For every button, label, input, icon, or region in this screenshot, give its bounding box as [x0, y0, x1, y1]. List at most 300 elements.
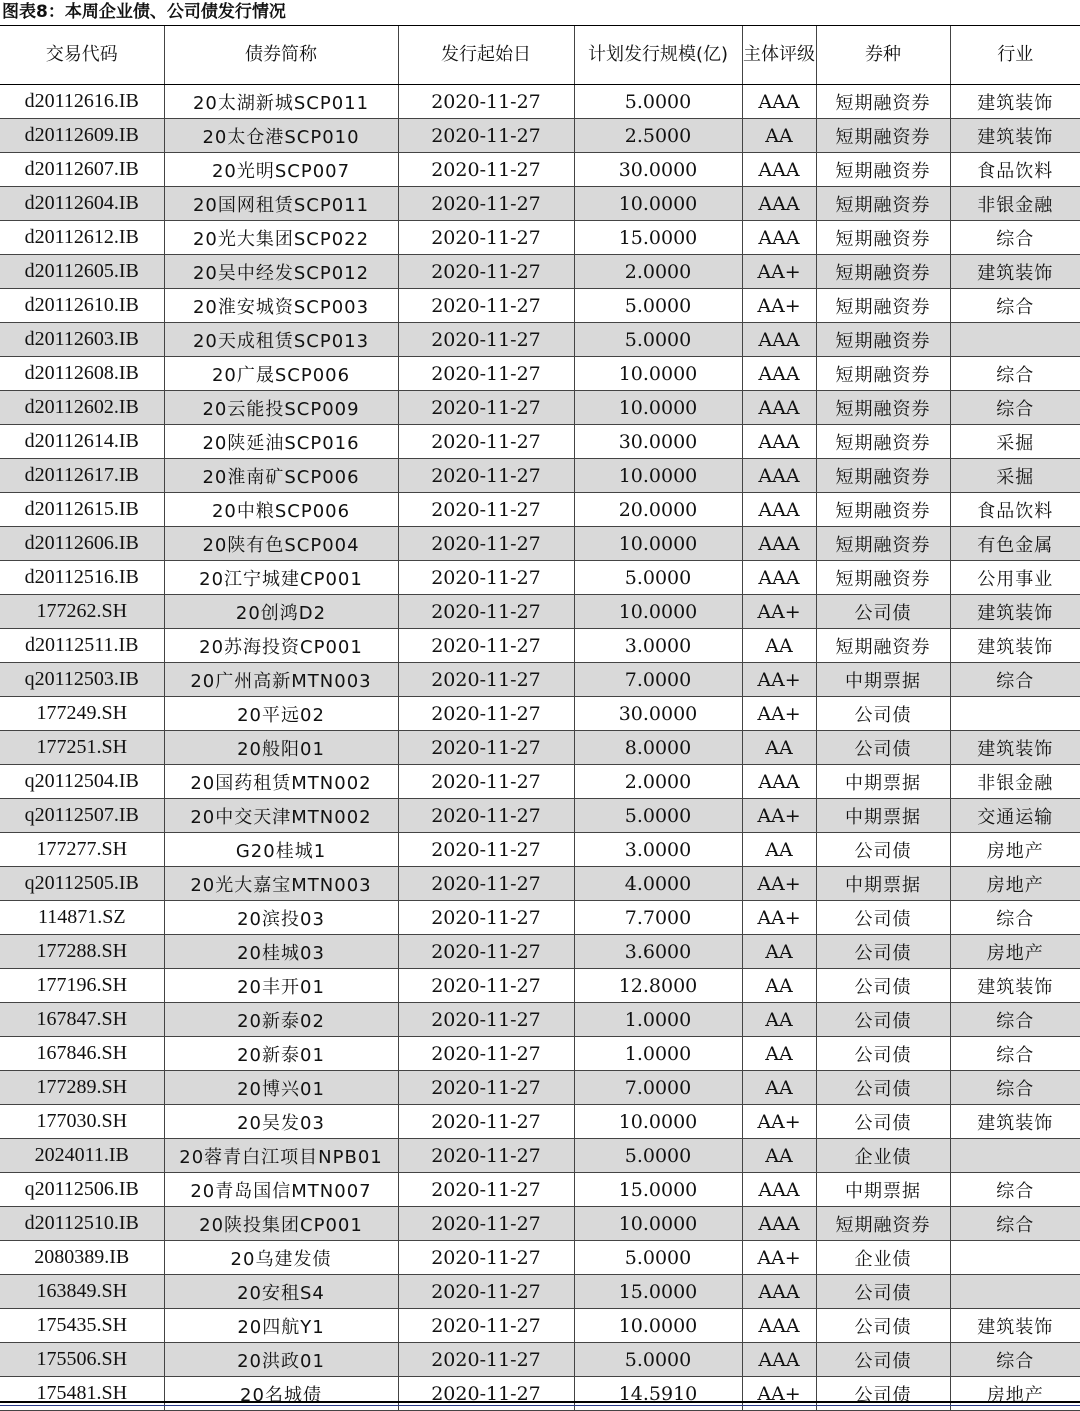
cell-name: 20洪政01 — [164, 1343, 398, 1377]
cell-code: q20112505.IB — [0, 867, 164, 901]
cell-rating: AAA — [742, 221, 816, 255]
cell-type: 公司债 — [816, 901, 950, 935]
cell-rating: AAA — [742, 323, 816, 357]
table-row — [0, 1309, 1080, 1343]
table-row — [0, 629, 1080, 663]
cell-date: 2020-11-27 — [398, 969, 574, 1003]
cell-industry: 食品饮料 — [950, 153, 1080, 187]
cell-name: 20江宁城建CP001 — [164, 561, 398, 595]
cell-industry: 综合 — [950, 1037, 1080, 1071]
cell-industry: 综合 — [950, 1003, 1080, 1037]
header-size: 计划发行规模(亿) — [574, 26, 742, 85]
cell-type: 公司债 — [816, 1275, 950, 1309]
cell-industry: 房地产 — [950, 833, 1080, 867]
table-row — [0, 1343, 1080, 1377]
table-row — [0, 1105, 1080, 1139]
cell-industry — [950, 1139, 1080, 1173]
cell-industry: 房地产 — [950, 935, 1080, 969]
cell-rating: AA+ — [742, 799, 816, 833]
cell-date: 2020-11-27 — [398, 867, 574, 901]
cell-date: 2020-11-27 — [398, 153, 574, 187]
cell-name: 20桂城03 — [164, 935, 398, 969]
cell-size: 2.0000 — [574, 765, 742, 799]
cell-code: 175506.SH — [0, 1343, 164, 1377]
cell-code: 167847.SH — [0, 1003, 164, 1037]
cell-industry: 综合 — [950, 391, 1080, 425]
cell-name: 20平远02 — [164, 697, 398, 731]
cell-size: 3.0000 — [574, 629, 742, 663]
cell-rating: AAA — [742, 425, 816, 459]
cell-name: 20般阳01 — [164, 731, 398, 765]
cell-industry: 综合 — [950, 663, 1080, 697]
cell-size: 1.0000 — [574, 1037, 742, 1071]
cell-name: 20光大嘉宝MTN003 — [164, 867, 398, 901]
table-row — [0, 833, 1080, 867]
cell-size: 5.0000 — [574, 323, 742, 357]
table-row — [0, 867, 1080, 901]
cell-name: 20新泰01 — [164, 1037, 398, 1071]
cell-industry: 综合 — [950, 357, 1080, 391]
cell-date: 2020-11-27 — [398, 765, 574, 799]
table-row — [0, 697, 1080, 731]
cell-industry: 非银金融 — [950, 765, 1080, 799]
table-row — [0, 527, 1080, 561]
cell-rating: AA — [742, 1071, 816, 1105]
cell-code: d20112609.IB — [0, 119, 164, 153]
cell-size: 10.0000 — [574, 1207, 742, 1241]
cell-rating: AA — [742, 1139, 816, 1173]
cell-type: 短期融资券 — [816, 493, 950, 527]
table-row — [0, 119, 1080, 153]
cell-type: 公司债 — [816, 1003, 950, 1037]
cell-type: 短期融资券 — [816, 323, 950, 357]
cell-rating: AAA — [742, 493, 816, 527]
cell-type: 短期融资券 — [816, 527, 950, 561]
cell-rating: AA — [742, 833, 816, 867]
cell-code: d20112603.IB — [0, 323, 164, 357]
header-row — [0, 26, 1080, 85]
cell-date: 2020-11-27 — [398, 1003, 574, 1037]
cell-date: 2020-11-27 — [398, 595, 574, 629]
cell-date: 2020-11-27 — [398, 1309, 574, 1343]
cell-rating: AA+ — [742, 1105, 816, 1139]
table-row — [0, 187, 1080, 221]
cell-name: 20蓉青白江项目NPB01 — [164, 1139, 398, 1173]
cell-size: 5.0000 — [574, 85, 742, 119]
cell-date: 2020-11-27 — [398, 323, 574, 357]
cell-name: 20名城债 — [164, 1377, 398, 1411]
cell-industry: 建筑装饰 — [950, 119, 1080, 153]
cell-size: 5.0000 — [574, 799, 742, 833]
cell-size: 1.0000 — [574, 1003, 742, 1037]
cell-date: 2020-11-27 — [398, 731, 574, 765]
cell-rating: AAA — [742, 1207, 816, 1241]
table-row — [0, 799, 1080, 833]
cell-rating: AA+ — [742, 255, 816, 289]
cell-size: 10.0000 — [574, 357, 742, 391]
cell-industry: 采掘 — [950, 459, 1080, 493]
cell-rating: AAA — [742, 1173, 816, 1207]
bond-issuance-table — [0, 26, 1080, 1411]
cell-date: 2020-11-27 — [398, 1173, 574, 1207]
table-row — [0, 1037, 1080, 1071]
cell-rating: AA+ — [742, 1241, 816, 1275]
cell-size: 10.0000 — [574, 595, 742, 629]
cell-rating: AA — [742, 629, 816, 663]
cell-rating: AA+ — [742, 697, 816, 731]
bottom-rule — [0, 1401, 1080, 1403]
table-row — [0, 935, 1080, 969]
cell-code: d20112510.IB — [0, 1207, 164, 1241]
header-rating: 主体评级 — [742, 26, 816, 85]
cell-code: 163849.SH — [0, 1275, 164, 1309]
cell-date: 2020-11-27 — [398, 901, 574, 935]
cell-size: 15.0000 — [574, 1173, 742, 1207]
cell-industry: 综合 — [950, 1207, 1080, 1241]
cell-rating: AA — [742, 969, 816, 1003]
table-row — [0, 85, 1080, 119]
cell-code: 177262.SH — [0, 595, 164, 629]
cell-rating: AA — [742, 731, 816, 765]
cell-size: 12.8000 — [574, 969, 742, 1003]
cell-size: 30.0000 — [574, 425, 742, 459]
table-row — [0, 459, 1080, 493]
cell-type: 短期融资券 — [816, 561, 950, 595]
cell-name: 20太湖新城SCP011 — [164, 85, 398, 119]
cell-code: d20112516.IB — [0, 561, 164, 595]
cell-industry: 交通运输 — [950, 799, 1080, 833]
table-row — [0, 663, 1080, 697]
cell-date: 2020-11-27 — [398, 425, 574, 459]
cell-size: 10.0000 — [574, 1309, 742, 1343]
cell-name: G20桂城1 — [164, 833, 398, 867]
cell-date: 2020-11-27 — [398, 1207, 574, 1241]
cell-type: 公司债 — [816, 1037, 950, 1071]
cell-type: 短期融资券 — [816, 289, 950, 323]
cell-type: 中期票据 — [816, 867, 950, 901]
cell-code: d20112608.IB — [0, 357, 164, 391]
cell-code: 177249.SH — [0, 697, 164, 731]
cell-rating: AAA — [742, 153, 816, 187]
cell-rating: AAA — [742, 527, 816, 561]
table-row — [0, 255, 1080, 289]
table-row — [0, 1173, 1080, 1207]
cell-rating: AAA — [742, 357, 816, 391]
cell-type: 短期融资券 — [816, 85, 950, 119]
cell-type: 公司债 — [816, 697, 950, 731]
cell-code: 175481.SH — [0, 1377, 164, 1411]
cell-date: 2020-11-27 — [398, 357, 574, 391]
cell-industry: 建筑装饰 — [950, 1309, 1080, 1343]
cell-size: 5.0000 — [574, 1343, 742, 1377]
cell-rating: AAA — [742, 1275, 816, 1309]
cell-name: 20广晟SCP006 — [164, 357, 398, 391]
cell-size: 30.0000 — [574, 153, 742, 187]
cell-type: 企业债 — [816, 1139, 950, 1173]
cell-size: 10.0000 — [574, 391, 742, 425]
table-row — [0, 1003, 1080, 1037]
cell-industry: 建筑装饰 — [950, 731, 1080, 765]
cell-type: 公司债 — [816, 1309, 950, 1343]
cell-size: 20.0000 — [574, 493, 742, 527]
cell-name: 20淮南矿SCP006 — [164, 459, 398, 493]
cell-industry: 综合 — [950, 901, 1080, 935]
cell-size: 7.0000 — [574, 663, 742, 697]
cell-type: 短期融资券 — [816, 255, 950, 289]
cell-date: 2020-11-27 — [398, 187, 574, 221]
cell-name: 20吴发03 — [164, 1105, 398, 1139]
cell-size: 2.5000 — [574, 119, 742, 153]
table-row — [0, 221, 1080, 255]
cell-type: 中期票据 — [816, 799, 950, 833]
cell-size: 5.0000 — [574, 1139, 742, 1173]
cell-size: 30.0000 — [574, 697, 742, 731]
table-row — [0, 1275, 1080, 1309]
cell-name: 20国药租赁MTN002 — [164, 765, 398, 799]
cell-size: 3.6000 — [574, 935, 742, 969]
cell-date: 2020-11-27 — [398, 289, 574, 323]
cell-type: 短期融资券 — [816, 221, 950, 255]
cell-code: 167846.SH — [0, 1037, 164, 1071]
cell-type: 短期融资券 — [816, 1207, 950, 1241]
cell-type: 中期票据 — [816, 765, 950, 799]
cell-date: 2020-11-27 — [398, 629, 574, 663]
cell-rating: AA — [742, 935, 816, 969]
cell-rating: AA — [742, 119, 816, 153]
cell-rating: AA — [742, 1003, 816, 1037]
cell-industry: 建筑装饰 — [950, 1105, 1080, 1139]
cell-type: 短期融资券 — [816, 391, 950, 425]
cell-size: 8.0000 — [574, 731, 742, 765]
cell-date: 2020-11-27 — [398, 663, 574, 697]
cell-date: 2020-11-27 — [398, 1037, 574, 1071]
cell-code: 175435.SH — [0, 1309, 164, 1343]
cell-rating: AA — [742, 1037, 816, 1071]
table-row — [0, 595, 1080, 629]
cell-size: 15.0000 — [574, 1275, 742, 1309]
cell-date: 2020-11-27 — [398, 1343, 574, 1377]
cell-industry: 综合 — [950, 1343, 1080, 1377]
cell-industry: 建筑装饰 — [950, 255, 1080, 289]
cell-name: 20国网租赁SCP011 — [164, 187, 398, 221]
cell-type: 公司债 — [816, 833, 950, 867]
cell-name: 20中粮SCP006 — [164, 493, 398, 527]
cell-name: 20光大集团SCP022 — [164, 221, 398, 255]
cell-date: 2020-11-27 — [398, 85, 574, 119]
cell-code: 177289.SH — [0, 1071, 164, 1105]
cell-rating: AAA — [742, 561, 816, 595]
cell-date: 2020-11-27 — [398, 935, 574, 969]
table-row — [0, 357, 1080, 391]
cell-date: 2020-11-27 — [398, 459, 574, 493]
cell-name: 20四航Y1 — [164, 1309, 398, 1343]
cell-industry: 食品饮料 — [950, 493, 1080, 527]
cell-name: 20乌建发债 — [164, 1241, 398, 1275]
header-code: 交易代码 — [0, 26, 164, 85]
cell-industry: 采掘 — [950, 425, 1080, 459]
table-row — [0, 1071, 1080, 1105]
cell-type: 公司债 — [816, 595, 950, 629]
table-row — [0, 731, 1080, 765]
table-row — [0, 1241, 1080, 1275]
cell-code: q20112507.IB — [0, 799, 164, 833]
cell-type: 公司债 — [816, 1071, 950, 1105]
cell-code: q20112506.IB — [0, 1173, 164, 1207]
cell-date: 2020-11-27 — [398, 1071, 574, 1105]
cell-type: 短期融资券 — [816, 425, 950, 459]
cell-size: 10.0000 — [574, 459, 742, 493]
cell-industry — [950, 697, 1080, 731]
cell-size: 7.0000 — [574, 1071, 742, 1105]
cell-industry: 建筑装饰 — [950, 85, 1080, 119]
cell-code: 2024011.IB — [0, 1139, 164, 1173]
cell-type: 短期融资券 — [816, 153, 950, 187]
cell-code: d20112616.IB — [0, 85, 164, 119]
cell-size: 5.0000 — [574, 289, 742, 323]
cell-name: 20滨投03 — [164, 901, 398, 935]
cell-name: 20中交天津MTN002 — [164, 799, 398, 833]
cell-name: 20创鸿D2 — [164, 595, 398, 629]
cell-industry — [950, 1275, 1080, 1309]
cell-type: 企业债 — [816, 1241, 950, 1275]
cell-code: d20112610.IB — [0, 289, 164, 323]
cell-name: 20苏海投资CP001 — [164, 629, 398, 663]
table-title: 图表8：本周企业债、公司债发行情况 — [0, 0, 1080, 26]
cell-date: 2020-11-27 — [398, 391, 574, 425]
cell-name: 20光明SCP007 — [164, 153, 398, 187]
cell-name: 20广州高新MTN003 — [164, 663, 398, 697]
cell-name: 20吴中经发SCP012 — [164, 255, 398, 289]
cell-type: 公司债 — [816, 969, 950, 1003]
cell-date: 2020-11-27 — [398, 1105, 574, 1139]
cell-code: d20112617.IB — [0, 459, 164, 493]
cell-industry: 综合 — [950, 221, 1080, 255]
cell-code: d20112605.IB — [0, 255, 164, 289]
cell-size: 10.0000 — [574, 527, 742, 561]
cell-type: 短期融资券 — [816, 119, 950, 153]
cell-code: d20112604.IB — [0, 187, 164, 221]
table-row — [0, 765, 1080, 799]
cell-date: 2020-11-27 — [398, 1377, 574, 1411]
cell-date: 2020-11-27 — [398, 255, 574, 289]
cell-rating: AA+ — [742, 1377, 816, 1411]
cell-rating: AA+ — [742, 867, 816, 901]
table-row — [0, 561, 1080, 595]
cell-name: 20云能投SCP009 — [164, 391, 398, 425]
cell-date: 2020-11-27 — [398, 1275, 574, 1309]
cell-code: d20112607.IB — [0, 153, 164, 187]
cell-type: 公司债 — [816, 1105, 950, 1139]
cell-code: 2080389.IB — [0, 1241, 164, 1275]
cell-size: 5.0000 — [574, 561, 742, 595]
cell-industry: 公用事业 — [950, 561, 1080, 595]
cell-type: 短期融资券 — [816, 357, 950, 391]
cell-name: 20青岛国信MTN007 — [164, 1173, 398, 1207]
cell-rating: AAA — [742, 391, 816, 425]
cell-rating: AAA — [742, 1309, 816, 1343]
cell-code: d20112511.IB — [0, 629, 164, 663]
cell-rating: AA+ — [742, 289, 816, 323]
table-row — [0, 153, 1080, 187]
cell-industry: 有色金属 — [950, 527, 1080, 561]
cell-date: 2020-11-27 — [398, 493, 574, 527]
cell-name: 20安租S4 — [164, 1275, 398, 1309]
cell-date: 2020-11-27 — [398, 697, 574, 731]
cell-industry: 非银金融 — [950, 187, 1080, 221]
cell-type: 中期票据 — [816, 663, 950, 697]
cell-industry: 房地产 — [950, 867, 1080, 901]
table-row — [0, 901, 1080, 935]
cell-name: 20陕延油SCP016 — [164, 425, 398, 459]
cell-name: 20陕投集团CP001 — [164, 1207, 398, 1241]
bottom-rule-blue — [0, 1405, 1080, 1406]
header-industry: 行业 — [950, 26, 1080, 85]
cell-industry: 房地产 — [950, 1377, 1080, 1411]
cell-rating: AA+ — [742, 901, 816, 935]
cell-date: 2020-11-27 — [398, 221, 574, 255]
table-row — [0, 391, 1080, 425]
cell-industry: 建筑装饰 — [950, 969, 1080, 1003]
cell-industry: 综合 — [950, 1071, 1080, 1105]
cell-type: 短期融资券 — [816, 187, 950, 221]
cell-type: 中期票据 — [816, 1173, 950, 1207]
cell-size: 14.5910 — [574, 1377, 742, 1411]
cell-size: 7.7000 — [574, 901, 742, 935]
cell-size: 10.0000 — [574, 1105, 742, 1139]
cell-code: d20112602.IB — [0, 391, 164, 425]
cell-type: 公司债 — [816, 1377, 950, 1411]
cell-date: 2020-11-27 — [398, 1241, 574, 1275]
cell-rating: AAA — [742, 459, 816, 493]
header-name: 债券简称 — [164, 26, 398, 85]
cell-type: 公司债 — [816, 1343, 950, 1377]
cell-code: 177277.SH — [0, 833, 164, 867]
cell-code: 114871.SZ — [0, 901, 164, 935]
cell-code: d20112615.IB — [0, 493, 164, 527]
cell-rating: AA+ — [742, 595, 816, 629]
header-date: 发行起始日 — [398, 26, 574, 85]
cell-type: 公司债 — [816, 935, 950, 969]
cell-name: 20新泰02 — [164, 1003, 398, 1037]
cell-size: 5.0000 — [574, 1241, 742, 1275]
table-row — [0, 425, 1080, 459]
cell-rating: AAA — [742, 765, 816, 799]
cell-rating: AA+ — [742, 663, 816, 697]
cell-code: 177030.SH — [0, 1105, 164, 1139]
cell-industry: 建筑装饰 — [950, 595, 1080, 629]
table-row — [0, 969, 1080, 1003]
table-row — [0, 289, 1080, 323]
table-row — [0, 493, 1080, 527]
cell-size: 2.0000 — [574, 255, 742, 289]
cell-industry: 综合 — [950, 289, 1080, 323]
table-row — [0, 323, 1080, 357]
cell-code: q20112503.IB — [0, 663, 164, 697]
cell-industry: 综合 — [950, 1173, 1080, 1207]
cell-name: 20博兴01 — [164, 1071, 398, 1105]
cell-date: 2020-11-27 — [398, 119, 574, 153]
cell-date: 2020-11-27 — [398, 799, 574, 833]
cell-name: 20天成租赁SCP013 — [164, 323, 398, 357]
cell-code: d20112606.IB — [0, 527, 164, 561]
table-row — [0, 1207, 1080, 1241]
cell-rating: AAA — [742, 1343, 816, 1377]
cell-industry — [950, 1241, 1080, 1275]
cell-size: 3.0000 — [574, 833, 742, 867]
cell-name: 20太仓港SCP010 — [164, 119, 398, 153]
cell-code: 177251.SH — [0, 731, 164, 765]
cell-industry: 建筑装饰 — [950, 629, 1080, 663]
